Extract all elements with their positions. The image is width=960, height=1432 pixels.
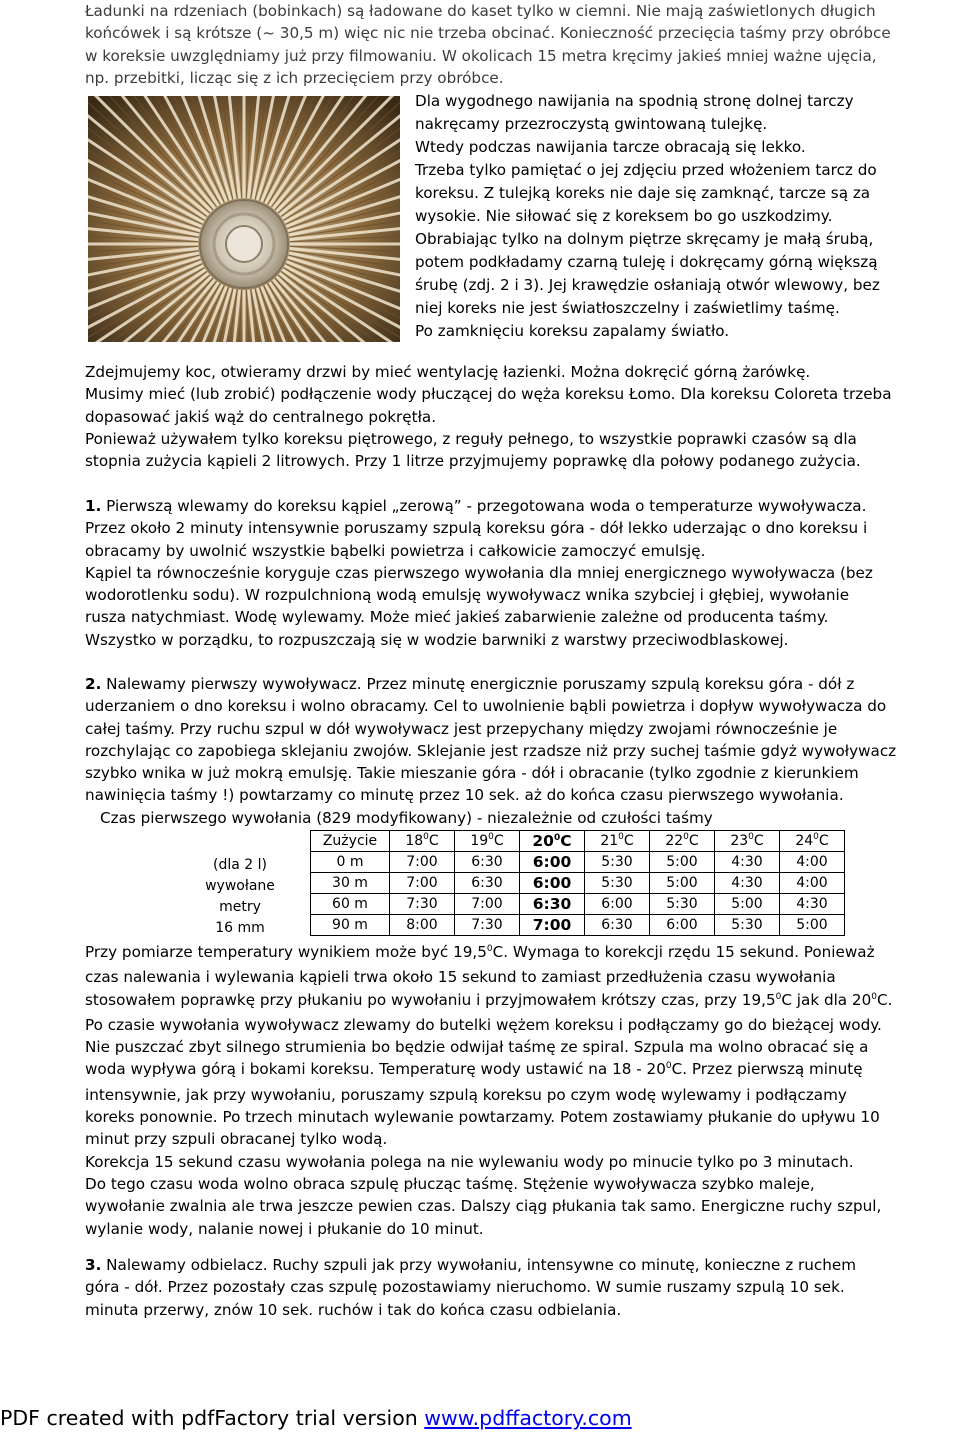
side-line: Dla wygodnego nawijania na spodnią stronę dolnej tarczy bbox=[415, 92, 854, 110]
pdffactory-link[interactable]: www.pdffactory.com bbox=[424, 1406, 632, 1430]
label-line: wywołane bbox=[205, 878, 275, 894]
step-1 bbox=[85, 495, 955, 651]
paragraph-line: wywołanie zwalnia ale trwa jeszcze pewien czas. Dalszy ciąg płukania tak samo. Energiczne ruchy szpul, bbox=[85, 1197, 882, 1216]
table-cell: 5:30 bbox=[715, 915, 780, 936]
table-header-cell: $24^0C$ bbox=[780, 831, 845, 852]
table-cell: 5:00 bbox=[715, 894, 780, 915]
table-row bbox=[311, 852, 845, 873]
paragraph-line: stopnia zużycia kąpieli 2 litrowych. Przy 1 litrze przyjmujemy poprawkę dla połowy podanego zużycia. bbox=[85, 452, 861, 471]
paragraph-line: góra - dół. Przez pozostały czas szpulę pozostawiamy nieruchomo. W sumie ruszamy szpulą 10 sek. bbox=[85, 1278, 845, 1297]
intro-line: w koreksie uwzględniamy już przy filmowaniu. W okolicach 15 metra kręcimy jakieś mniej ważne ujęcia, bbox=[85, 46, 877, 65]
reel-photo bbox=[88, 96, 400, 342]
table-cell: 7:00 bbox=[520, 915, 585, 936]
table-cell: 6:00 bbox=[520, 852, 585, 873]
table-header-cell: $18^0C$ bbox=[390, 831, 455, 852]
paragraph-line: Kąpiel ta równocześnie koryguje czas pierwszego wywołania dla mniej energicznego wywoływacza (bez bbox=[85, 563, 873, 582]
side-line: Wtedy podczas nawijania tarcze obracają się lekko. bbox=[415, 138, 806, 156]
table-cell: 7:30 bbox=[455, 915, 520, 936]
label-line: metry bbox=[219, 899, 261, 915]
table-header-cell: $22^0C$ bbox=[650, 831, 715, 852]
paragraph-line: wylanie wody, nalanie nowej i płukanie do 10 minut. bbox=[85, 1219, 484, 1238]
side-text bbox=[415, 90, 955, 343]
paragraph-line: Pierwszą wlewamy do koreksu kąpiel „zerową” - przegotowana woda o temperaturze wywoływacza. bbox=[101, 497, 867, 515]
table-caption: Czas pierwszego wywołania (829 modyfikowany) - niezależnie od czułości taśmy bbox=[100, 808, 713, 827]
footer-text: PDF created with pdfFactory trial version bbox=[0, 1406, 425, 1430]
table-cell: 60 m bbox=[311, 894, 390, 915]
table-header-cell: $19^0C$ bbox=[455, 831, 520, 852]
table-cell: 6:30 bbox=[585, 915, 650, 936]
label-line: (dla 2 l) bbox=[213, 857, 267, 873]
side-line: nakręcamy przezroczystą gwintowaną tulejkę. bbox=[415, 115, 768, 133]
table-header-cell: Zużycie bbox=[311, 831, 390, 852]
table-cell: 30 m bbox=[311, 873, 390, 894]
label-line: 16 mm bbox=[215, 920, 265, 936]
table-cell: 90 m bbox=[311, 915, 390, 936]
paragraph-line: intensywnie, jak przy wywołaniu, poruszamy szpulą koreksu po czym wodę wylewamy i podłączamy bbox=[85, 1085, 847, 1104]
table-cell: 5:00 bbox=[650, 873, 715, 894]
side-line: niej koreks nie jest światłoszczelny i zaświetlimy taśmę. bbox=[415, 299, 840, 317]
side-line: Obrabiając tylko na dolnym piętrze skręcamy je małą śrubą, bbox=[415, 230, 874, 248]
table-cell: 8:00 bbox=[390, 915, 455, 936]
table-cell: 7:30 bbox=[390, 894, 455, 915]
after-table-text: Przy pomiarze temperatury wynikiem może być 19,5$^0$C. Wymaga to korekcji rzędu 15 sekund. Ponieważ czas nalewania i wylewania kąpieli trwa około 15 sekund to zamiast przedłużenia czasu wywołania stosowałem poprawkę przy płukaniu po wywołaniu i przyjmowałem krótszy czas, przy 19,5$^0$C jak dla $20^0C$. Po czasie wywołania wywoływacz zlewamy do butelki wężem koreksu i podłączamy go do bieżącej wody. Nie puszczać zbyt silnego strumienia bo będzie odwijał taśmę ze spiral. Szpula ma wolno obracać się a woda wypływa górą i bokami koreksu. Temperaturę wody ustawić na $18 - 20^0C$. Przez pierwszą minutę intensywnie, jak przy wywołaniu, poruszamy szpulą koreksu po czym wodę wylewamy i podłączamy koreks ponownie. Po trzech minutach wylewanie powtarzamy. Potem zostawiamy płukanie do upływu 10 minut przy szpuli obracanej tylko wodą. Korekcja 15 sekund czasu wywołania polega na nie wylewaniu wody po minucie tylko po 3 minutach. Do tego czasu woda wolno obraca szpulę płucząc taśmę. Stężenie wywoływacza szybko maleje, wywołanie zwalnia ale trwa jeszcze pewien czas. Dalszy ciąg płukania tak samo. Energiczne ruchy szpul, wylanie wody, nalanie nowej i płukanie do 10 minut. bbox=[85, 941, 955, 1240]
table-cell: 4:30 bbox=[780, 894, 845, 915]
step-number: 1. bbox=[85, 497, 102, 515]
paragraph-line: Wszystko w porządku, to rozpuszczają się w wodzie barwniki z warstwy przeciwodblaskowej. bbox=[85, 630, 789, 649]
opening-paragraph bbox=[85, 361, 955, 472]
paragraph-line: nawinięcia taśmy !) powtarzamy co minutę przez 10 sek. aż do końca czasu pierwszego wywołania. bbox=[85, 786, 844, 805]
paragraph-line: stosowałem poprawkę przy płukaniu po wywołaniu i przyjmowałem krótszy czas, przy 19,5 bbox=[85, 990, 776, 1009]
paragraph-line: Korekcja 15 sekund czasu wywołania polega na nie wylewaniu wody po minucie tylko po 3 minutach. bbox=[85, 1152, 854, 1171]
paragraph-line: Nalewamy odbielacz. Ruchy szpuli jak przy wywołaniu, intensywne co minutę, konieczne z ruchem bbox=[101, 1256, 856, 1274]
table-cell: 5:00 bbox=[780, 915, 845, 936]
paragraph-line: czas nalewania i wylewania kąpieli trwa około 15 sekund to zamiast przedłużenia czasu wywołania bbox=[85, 968, 836, 987]
table-cell: 7:00 bbox=[390, 873, 455, 894]
intro-line: końcówek i są krótsze (~ 30,5 m) więc nic nie trzeba obcinać. Konieczność przecięcia taśmy przy obróbce bbox=[85, 24, 891, 43]
side-line: śrubę (zdj. 2 i 3). Jej krawędzie osłaniają otwór wlewowy, bez bbox=[415, 276, 880, 294]
table-cell: 4:00 bbox=[780, 852, 845, 873]
developing-time-table bbox=[310, 830, 845, 936]
table-cell: 5:30 bbox=[650, 894, 715, 915]
paragraph-line: Do tego czasu woda wolno obraca szpulę płucząc taśmę. Stężenie wywoływacza szybko maleje, bbox=[85, 1174, 815, 1193]
table-cell: 6:30 bbox=[455, 852, 520, 873]
step-number: 2. bbox=[85, 675, 102, 693]
paragraph-line: C. Przez pierwszą minutę bbox=[671, 1060, 863, 1079]
paragraph-line: Przez około 2 minuty intensywnie poruszamy szpulą koreksu góra - dół lekko uderzając o dno koreksu i bbox=[85, 519, 868, 538]
table-cell: 4:30 bbox=[715, 873, 780, 894]
table-row bbox=[311, 915, 845, 936]
table-cell: 7:00 bbox=[390, 852, 455, 873]
table-row bbox=[311, 894, 845, 915]
paragraph-line: rozchylając co zapobiega sklejaniu zwojów. Sklejanie jest rzadsze niż przy suchej taśmie gdyż wywoływacz bbox=[85, 741, 897, 760]
step-number: 3. bbox=[85, 1256, 102, 1274]
table-cell: 6:00 bbox=[585, 894, 650, 915]
table-cell: 5:30 bbox=[585, 873, 650, 894]
paragraph-line: C. bbox=[877, 990, 893, 1009]
table-header-row bbox=[311, 831, 845, 852]
paragraph-line: Musimy mieć (lub zrobić) podłączenie wody płuczącej do węża koreksu Łomo. Dla koreksu Coloreta trzeba bbox=[85, 385, 892, 404]
paragraph-line: całej taśmy. Przy ruchu szpul w dół wywoływacz jest przepychany między zwojami równocześnie je bbox=[85, 719, 838, 738]
paragraph-line: Zdejmujemy koc, otwieramy drzwi by mieć wentylację łazienki. Można dokręcić górną żarówkę. bbox=[85, 363, 811, 381]
step-2 bbox=[85, 673, 955, 829]
pdf-footer bbox=[0, 1405, 632, 1431]
step-3 bbox=[85, 1254, 955, 1321]
side-line: Po zamknięciu koreksu zapalamy światło. bbox=[415, 322, 730, 340]
table-cell: 6:30 bbox=[520, 894, 585, 915]
table-cell: 7:00 bbox=[455, 894, 520, 915]
paragraph-line: wodorotlenku sodu). W rozpulchnioną wodą emulsję wywoływacz wnika szybciej i głębiej, wywołanie bbox=[85, 586, 850, 605]
paragraph-line: Przy pomiarze temperatury wynikiem może być 19,5 bbox=[85, 943, 487, 961]
table-cell: 5:00 bbox=[650, 852, 715, 873]
table-side-label bbox=[195, 855, 285, 939]
paragraph-line: Ponieważ używałem tylko koreksu piętrowego, z reguły pełnego, to wszystkie poprawki czasów są dla bbox=[85, 429, 857, 448]
table-header-cell: $23^0C$ bbox=[715, 831, 780, 852]
paragraph-line: minut przy szpuli obracanej tylko wodą. bbox=[85, 1130, 388, 1149]
table-header-cell: $21^0C$ bbox=[585, 831, 650, 852]
paragraph-line: dopasować jakiś wąż do centralnego pokrętła. bbox=[85, 407, 437, 426]
table-cell: 6:00 bbox=[520, 873, 585, 894]
side-line: Trzeba tylko pamiętać o jej zdjęciu przed włożeniem tarcz do bbox=[415, 161, 877, 179]
intro-line: np. przebitki, licząc się z ich przecięciem przy obróbce. bbox=[85, 68, 504, 87]
table-cell: 6:00 bbox=[650, 915, 715, 936]
table-cell: 6:30 bbox=[455, 873, 520, 894]
table-cell: 0 m bbox=[311, 852, 390, 873]
paragraph-line: C jak dla 20 bbox=[781, 990, 872, 1009]
paragraph-line: rusza natychmiast. Wodę wylewamy. Może mieć jakieś zabarwienie zależne od producenta taśmy. bbox=[85, 608, 829, 627]
paragraph-line: Nalewamy pierwszy wywoływacz. Przez minutę energicznie poruszamy szpulą koreksu góra - dół z bbox=[101, 675, 855, 693]
intro-line: Ładunki na rdzeniach (bobinkach) są ładowane do kaset tylko w ciemni. Nie mają zaświetlonych długich bbox=[85, 2, 876, 20]
paragraph-line: szybko wnika w już mokrą emulsję. Takie mieszanie góra - dół i obracanie (tylko zgodnie z kierunkiem bbox=[85, 764, 859, 783]
paragraph-line: koreks ponownie. Po trzech minutach wylewanie powtarzamy. Potem zostawiamy płukanie do upływu 10 bbox=[85, 1108, 880, 1127]
paragraph-line: uderzaniem o dno koreksu i wolno obracamy. Cel to uwolnienie bąbli powietrza i dopływ wywoływacza do bbox=[85, 697, 887, 716]
paragraph-line: obracamy by uwolnić wszystkie bąbelki powietrza i całkowicie zamoczyć emulsję. bbox=[85, 541, 706, 560]
side-line: koreksu. Z tulejką koreks nie daje się zamknąć, tarcze są za bbox=[415, 184, 871, 202]
table-header-cell: $20^0C$ bbox=[520, 831, 585, 852]
paragraph-line: woda wypływa górą i bokami koreksu. Temperaturę wody ustawić na 18 - 20 bbox=[85, 1060, 666, 1079]
side-line: potem podkładamy czarną tuleję i dokręcamy górną większą bbox=[415, 253, 878, 271]
table-cell: 4:30 bbox=[715, 852, 780, 873]
paragraph-line: C. Wymaga to korekcji rzędu 15 sekund. Ponieważ bbox=[492, 943, 875, 961]
paragraph-line: Nie puszczać zbyt silnego strumienia bo będzie odwijał taśmę ze spiral. Szpula ma wolno obracać się a bbox=[85, 1038, 869, 1057]
intro-paragraph bbox=[85, 0, 955, 89]
side-line: wysokie. Nie siłować się z koreksem bo go uszkodzimy. bbox=[415, 207, 833, 225]
table-cell: 5:30 bbox=[585, 852, 650, 873]
paragraph-line: minuta przerwy, znów 10 sek. ruchów i tak do końca czasu odbielania. bbox=[85, 1300, 622, 1319]
table-cell: 4:00 bbox=[780, 873, 845, 894]
table-row bbox=[311, 873, 845, 894]
paragraph-line: Po czasie wywołania wywoływacz zlewamy do butelki wężem koreksu i podłączamy go do bieżącej wody. bbox=[85, 1015, 882, 1034]
